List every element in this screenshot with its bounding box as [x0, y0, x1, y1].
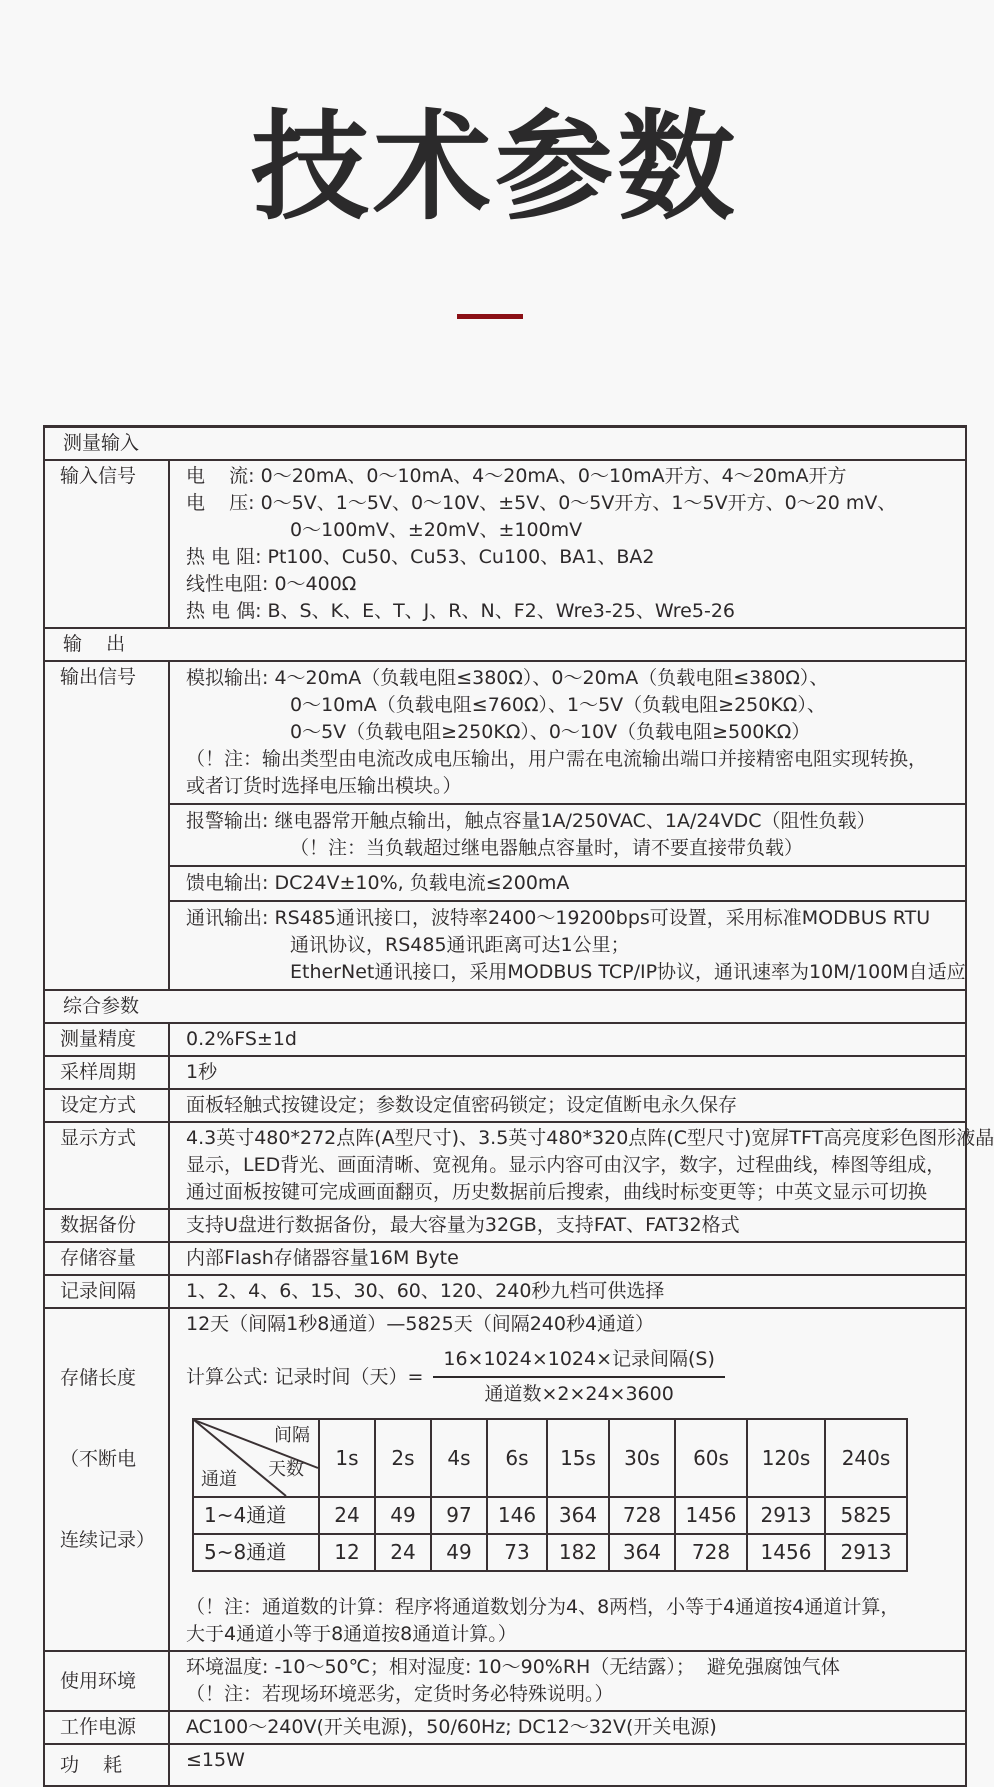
content-input-signal: [170, 461, 965, 627]
section-title-measure-input: 测量输入: [63, 432, 140, 454]
input-signal-line: 热 电 阻: Pt100、Cu50、Cu53、Cu100、BA1、BA2: [186, 546, 655, 568]
sampling-text: 1秒: [186, 1061, 218, 1083]
value-setting: [170, 1090, 965, 1121]
output-comm-block: [170, 902, 965, 989]
input-signal-line: 线性电阻: 0～400Ω: [186, 573, 357, 595]
content-environment: [170, 1652, 965, 1710]
output-comm-line: EtherNet通讯接口，采用MODBUS TCP/IP协议，通讯速率为10M/100M自适应: [290, 961, 966, 983]
days-value: 728: [675, 1534, 747, 1571]
value-capacity: [170, 1243, 965, 1274]
input-signal-line: 0～100mV、±20mV、±100mV: [290, 519, 583, 541]
output-analog-line: 模拟输出: 4～20mA（负载电阻≤380Ω）、0～20mA（负载电阻≤380Ω）、: [186, 667, 829, 689]
days-col-header: 240s: [825, 1419, 907, 1497]
output-analog-block: [170, 662, 965, 805]
row-storage-length: [45, 1309, 965, 1652]
days-value: 73: [487, 1534, 547, 1571]
row-backup: [45, 1210, 965, 1243]
days-row-label: 5~8通道: [193, 1534, 319, 1571]
consumption-text: ≤15W: [186, 1749, 245, 1771]
corner-label-interval: 间隔: [274, 1425, 310, 1446]
interval-text: 1、2、4、6、15、30、60、120、240秒九档可供选择: [186, 1280, 665, 1302]
row-input-signal: [45, 461, 965, 629]
display-line: 显示，LED背光、画面清晰、宽视角。显示内容可由汉字，数字，过程曲线，棒图等组成，: [186, 1154, 946, 1176]
storage-range: 12天（间隔1秒8通道）—5825天（间隔240秒4通道）: [186, 1313, 655, 1335]
row-environment: [45, 1652, 965, 1712]
formula-prefix: 计算公式: 记录时间（天）=: [186, 1365, 424, 1388]
days-value: 24: [319, 1497, 375, 1534]
label-power: 工作电源: [45, 1712, 170, 1743]
environment-line: 环境温度: -10～50℃；相对湿度: 10～90%RH（无结露）； 避免强腐蚀气体: [186, 1656, 840, 1678]
section-row-measure-input: [45, 428, 965, 461]
section-title-output: 输 出: [63, 633, 126, 655]
value-accuracy: [170, 1024, 965, 1055]
label-input-signal: 输入信号: [45, 461, 170, 627]
label-output-signal: 输出信号: [45, 662, 170, 989]
days-table-row-1-4: [193, 1497, 907, 1534]
content-display: [170, 1123, 994, 1208]
output-feed-line: 馈电输出: DC24V±10%, 负载电流≤200mA: [186, 872, 570, 894]
storage-label-line: （不断电: [60, 1448, 137, 1470]
days-value: 182: [547, 1534, 609, 1571]
days-col-header: 30s: [609, 1419, 675, 1497]
environment-note: （！注：若现场环境恶劣，定货时务必特殊说明。）: [186, 1683, 614, 1705]
days-col-header: 60s: [675, 1419, 747, 1497]
output-alarm-block: [170, 805, 965, 867]
value-power: [170, 1712, 965, 1743]
value-backup: [170, 1210, 965, 1241]
days-value: 49: [375, 1497, 431, 1534]
section-row-general: [45, 991, 965, 1024]
input-signal-line: 热 电 偶: B、S、K、E、T、J、R、N、F2、Wre3-25、Wre5-26: [186, 600, 735, 622]
input-signal-line: 电 流: 0～20mA、0～10mA、4～20mA、0～10mA开方、4～20mA开方: [186, 465, 847, 487]
capacity-text: 内部Flash存储器容量16M Byte: [186, 1247, 459, 1269]
display-line: 通过面板按键可完成画面翻页，历史数据前后搜索，曲线时标变更等；中英文显示可切换: [186, 1181, 928, 1203]
label-setting: 设定方式: [45, 1090, 170, 1121]
output-alarm-line: 报警输出: 继电器常开触点输出，触点容量1A/250VAC、1A/24VDC（阻性负载）: [186, 810, 876, 832]
formula-numerator: 16×1024×1024×记录间隔(S): [433, 1346, 725, 1378]
days-col-header: 120s: [747, 1419, 825, 1497]
value-consumption: [170, 1745, 965, 1785]
display-line: 4.3英寸480*272点阵(A型尺寸)、3.5英寸480*320点阵(C型尺寸)宽屏TFT高亮度彩色图形液晶: [186, 1127, 994, 1149]
row-capacity: [45, 1243, 965, 1276]
storage-label-line: 连续记录）: [60, 1529, 156, 1551]
label-storage-length: [45, 1309, 170, 1650]
row-interval: [45, 1276, 965, 1309]
value-interval: [170, 1276, 965, 1307]
power-text: AC100～240V(开关电源)，50/60Hz; DC12～32V(开关电源): [186, 1716, 717, 1738]
output-analog-line: 0～10mA（负载电阻≤760Ω）、1～5V（负载电阻≥250KΩ）、: [290, 694, 826, 716]
row-accuracy: [45, 1024, 965, 1057]
label-sampling: 采样周期: [45, 1057, 170, 1088]
days-col-header: 15s: [547, 1419, 609, 1497]
formula-fraction: [433, 1346, 725, 1408]
days-value: 1456: [675, 1497, 747, 1534]
days-value: 146: [487, 1497, 547, 1534]
storage-note-line: 大于4通道小等于8通道按8通道计算。）: [186, 1623, 517, 1645]
days-value: 5825: [825, 1497, 907, 1534]
spacer: [186, 1580, 957, 1594]
input-signal-line: 电 压: 0～5V、1～5V、0～10V、±5V、0～5V开方、1～5V开方、0～20 mV、: [186, 492, 897, 514]
corner-label-channel: 通道: [201, 1469, 237, 1490]
days-value: 12: [319, 1534, 375, 1571]
days-value: 97: [431, 1497, 487, 1534]
section-title-general: 综合参数: [63, 995, 140, 1017]
spec-table: [43, 425, 994, 1787]
label-environment: 使用环境: [45, 1652, 170, 1710]
output-feed-block: [170, 867, 965, 902]
output-analog-note: 或者订货时选择电压输出模块。）: [186, 775, 462, 797]
output-comm-line: 通讯协议，RS485通讯距离可达1公里；: [290, 934, 630, 956]
output-analog-note: （！注：输出类型由电流改成电压输出，用户需在电流输出端口并接精密电阻实现转换，: [186, 748, 928, 770]
row-power: [45, 1712, 965, 1745]
days-table-header-row: [193, 1419, 907, 1497]
label-consumption: 功 耗: [45, 1745, 170, 1785]
days-col-header: 2s: [375, 1419, 431, 1497]
page-title: 技术参数: [250, 98, 739, 236]
output-alarm-note: （！注：当负载超过继电器触点容量时，请不要直接带负载）: [290, 837, 804, 859]
accuracy-text: 0.2%FS±1d: [186, 1028, 297, 1050]
row-display: [45, 1123, 994, 1210]
title-divider: [457, 314, 523, 319]
backup-text: 支持U盘进行数据备份，最大容量为32GB，支持FAT、FAT32格式: [186, 1214, 740, 1236]
content-storage-length: [170, 1309, 965, 1650]
days-value: 2913: [747, 1497, 825, 1534]
value-sampling: [170, 1057, 965, 1088]
storage-formula: [186, 1346, 957, 1408]
row-consumption: [45, 1745, 965, 1785]
row-setting: [45, 1090, 965, 1123]
days-value: 49: [431, 1534, 487, 1571]
days-value: 1456: [747, 1534, 825, 1571]
days-row-label: 1~4通道: [193, 1497, 319, 1534]
label-interval: 记录间隔: [45, 1276, 170, 1307]
label-backup: 数据备份: [45, 1210, 170, 1241]
storage-days-table: [192, 1418, 908, 1572]
label-display: 显示方式: [45, 1123, 170, 1208]
days-value: 364: [547, 1497, 609, 1534]
days-col-header: 6s: [487, 1419, 547, 1497]
days-table-row-5-8: [193, 1534, 907, 1571]
output-analog-line: 0～5V（负载电阻≥250KΩ）、0～10V（负载电阻≥500KΩ）: [290, 721, 811, 743]
section-row-output: [45, 629, 965, 662]
label-capacity: 存储容量: [45, 1243, 170, 1274]
row-sampling: [45, 1057, 965, 1090]
days-value: 728: [609, 1497, 675, 1534]
days-col-header: 4s: [431, 1419, 487, 1497]
days-value: 2913: [825, 1534, 907, 1571]
setting-text: 面板轻触式按键设定；参数设定值密码锁定；设定值断电永久保存: [186, 1094, 738, 1116]
storage-note-line: （！注：通道数的计算：程序将通道数划分为4、8两档，小等于4通道按4通道计算，: [186, 1596, 900, 1618]
label-accuracy: 测量精度: [45, 1024, 170, 1055]
days-value: 24: [375, 1534, 431, 1571]
content-output-signal: [170, 662, 965, 989]
storage-label-line: 存储长度: [60, 1367, 137, 1389]
row-output-signal: [45, 662, 965, 991]
days-col-header: 1s: [319, 1419, 375, 1497]
output-comm-line: 通讯输出: RS485通讯接口，波特率2400～19200bps可设置，采用标准MODBUS RTU: [186, 907, 931, 929]
formula-denominator: 通道数×2×24×3600: [484, 1383, 674, 1405]
days-value: 364: [609, 1534, 675, 1571]
corner-label-days: 天数: [268, 1459, 304, 1480]
days-table-corner-cell: [193, 1419, 319, 1497]
